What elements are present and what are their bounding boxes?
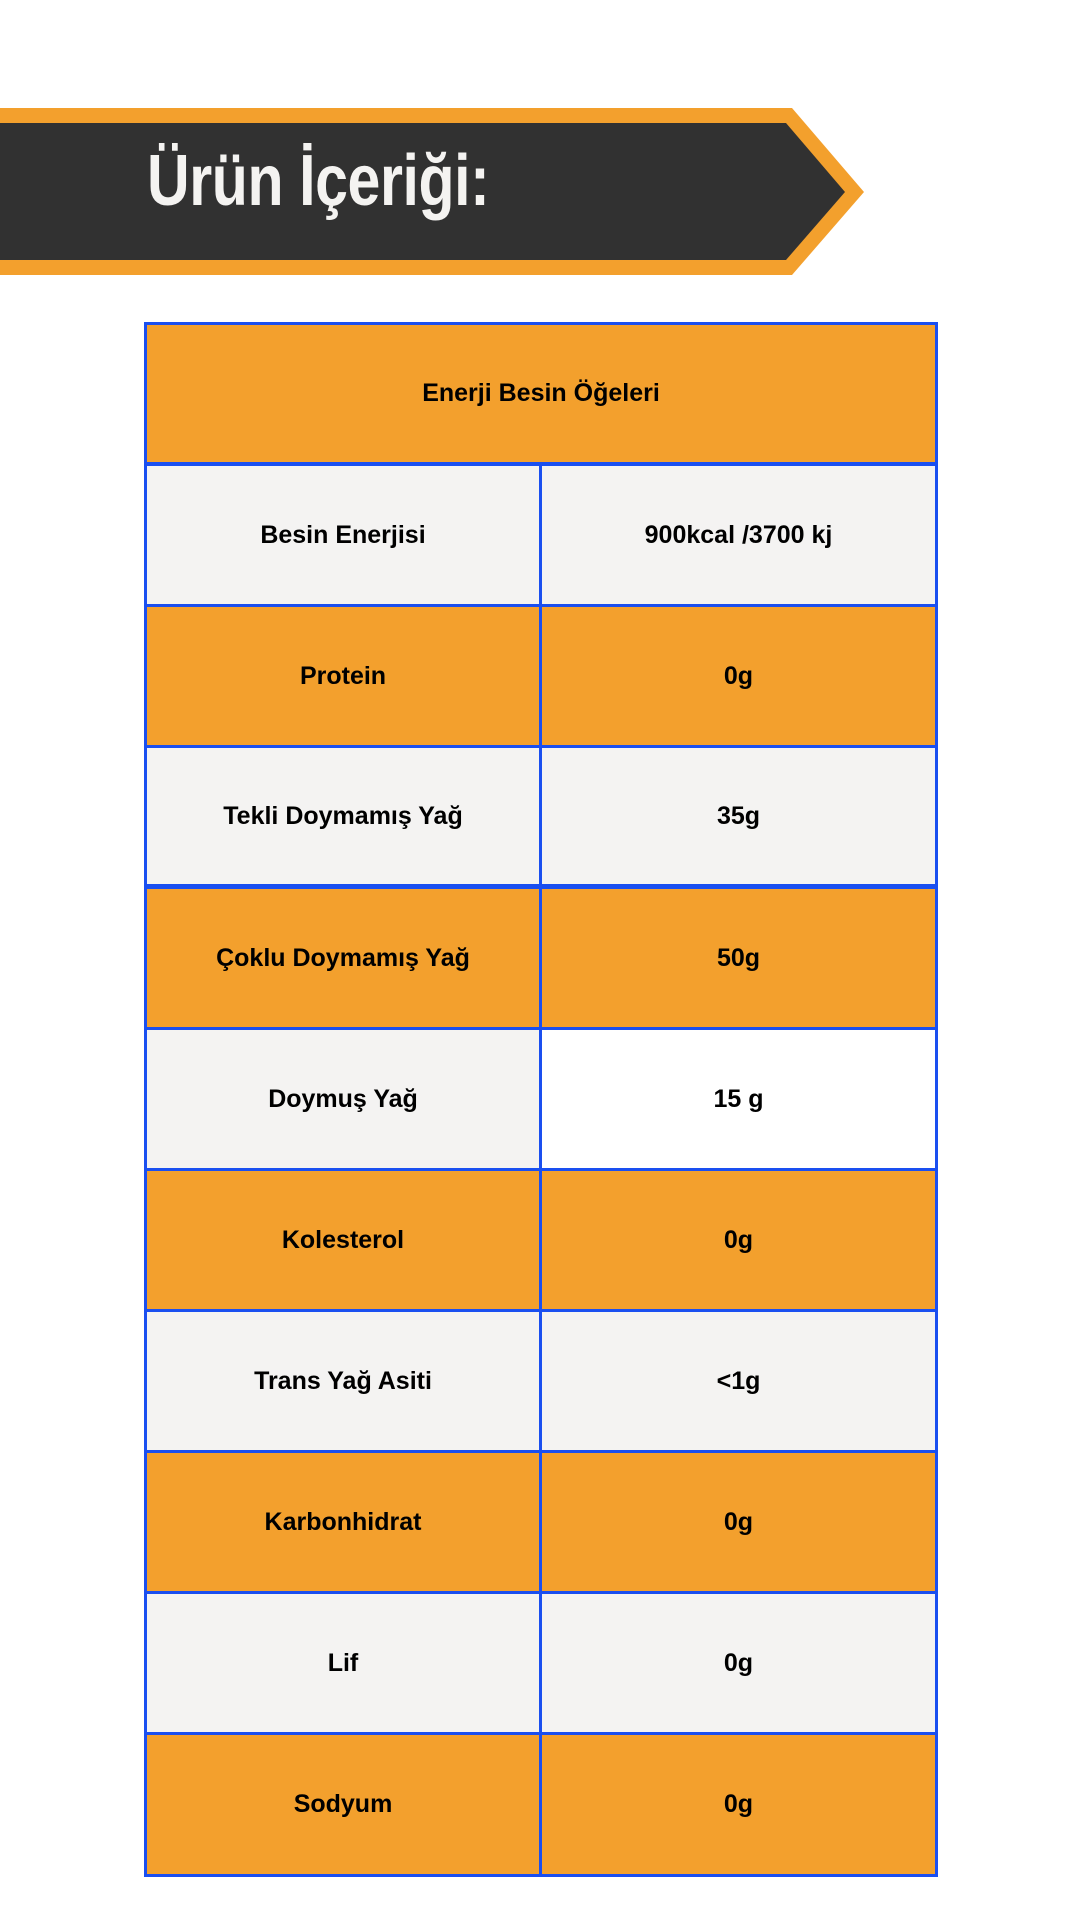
row-value: 35g	[542, 748, 935, 884]
table-row	[147, 748, 935, 889]
page-title: Ürün İçeriği:	[147, 141, 490, 221]
row-label: Sodyum	[147, 1735, 542, 1874]
row-value: 0g	[542, 1735, 935, 1874]
row-label: Besin Enerjisi	[147, 466, 542, 604]
row-label: Protein	[147, 607, 542, 745]
table-row	[147, 1030, 935, 1171]
table-row	[147, 1735, 935, 1874]
table-row	[147, 1594, 935, 1735]
nutrition-table	[144, 322, 938, 1877]
table-row	[147, 466, 935, 607]
row-value: 0g	[542, 1594, 935, 1732]
table-row	[147, 1171, 935, 1312]
row-label: Kolesterol	[147, 1171, 542, 1309]
row-label: Doymuş Yağ	[147, 1030, 542, 1168]
row-label: Lif	[147, 1594, 542, 1732]
row-value: 0g	[542, 607, 935, 745]
row-value: 900kcal /3700 kj	[542, 466, 935, 604]
table-row	[147, 607, 935, 748]
row-value: 0g	[542, 1171, 935, 1309]
row-value: <1g	[542, 1312, 935, 1450]
table-header: Enerji Besin Öğeleri	[147, 325, 935, 466]
table-row	[147, 1453, 935, 1594]
row-label: Karbonhidrat	[147, 1453, 542, 1591]
row-label: Trans Yağ Asiti	[147, 1312, 542, 1450]
row-value: 15 g	[542, 1030, 935, 1168]
row-label: Tekli Doymamış Yağ	[147, 748, 542, 884]
row-label: Çoklu Doymamış Yağ	[147, 889, 542, 1027]
row-value: 0g	[542, 1453, 935, 1591]
row-value: 50g	[542, 889, 935, 1027]
table-row	[147, 1312, 935, 1453]
table-row	[147, 889, 935, 1030]
